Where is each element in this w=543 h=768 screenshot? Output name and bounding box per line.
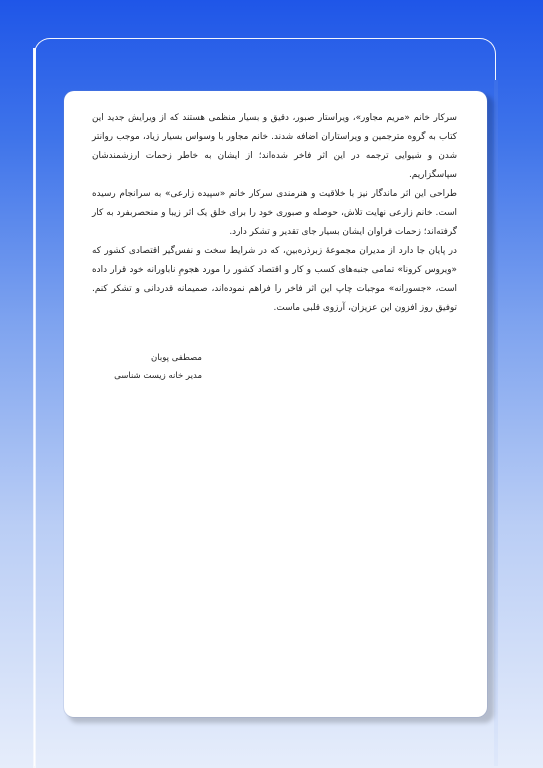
document-card — [64, 91, 487, 717]
paragraph-3: در پایان جا دارد از مدیران مجموعهٔ زبرذره‌بین، که در شرایط سخت و نفس‌گیر اقتصادی کشور که «ویروس کرونا» تمامی جنبه‌های کسب و کار و اقتصاد کشور را مورد هجومِ ناباورانه خود قرار داده است، «جسورانه» موجبات چاپ این اثر فاخر را فراهم نموده‌اند، صمیمانه قدردانی و تشکر کنم. توفیق روز افزون این عزیزان، آرزوی قلبی ماست. — [92, 246, 457, 313]
left-frame-accent — [33, 48, 36, 768]
frame-right-edge — [494, 80, 498, 766]
signature-title: مدیر خانه زیست شناسی — [114, 371, 202, 381]
signature-name: مصطفی پوبان — [151, 353, 202, 363]
signature-block — [92, 349, 202, 385]
paragraph-2: طراحی این اثر ماندگار نیز با خلاقیت و هنرمندی سرکار خانم «سپیده زارعی» به سرانجام رسیده است. خانم زارعی نهایت تلاش، حوصله و صبوری خود را برای خلق یک اثر زیبا و منحصربفرد به کار گرفته‌اند؛ زحمات فراوان ایشان بسیار جای تقدیر و تشکر دارد. — [92, 189, 457, 237]
document-body — [92, 109, 457, 318]
paragraph-1: سرکار خانم «مریم مجاور»، ویراستار صبور، دقیق و بسیار منظمی هستند که از ویرایش جدید این کتاب به گروه مترجمین و ویراستاران اضافه شدند. خانم مجاور با وسواس بسیار زیاد، موجب روانتر شدن و شیوایی ترجمه در این اثر فاخر شده‌اند؛ از ایشان به خاطر زحمات ارزشمندشان سپاسگزاریم. — [92, 113, 457, 180]
